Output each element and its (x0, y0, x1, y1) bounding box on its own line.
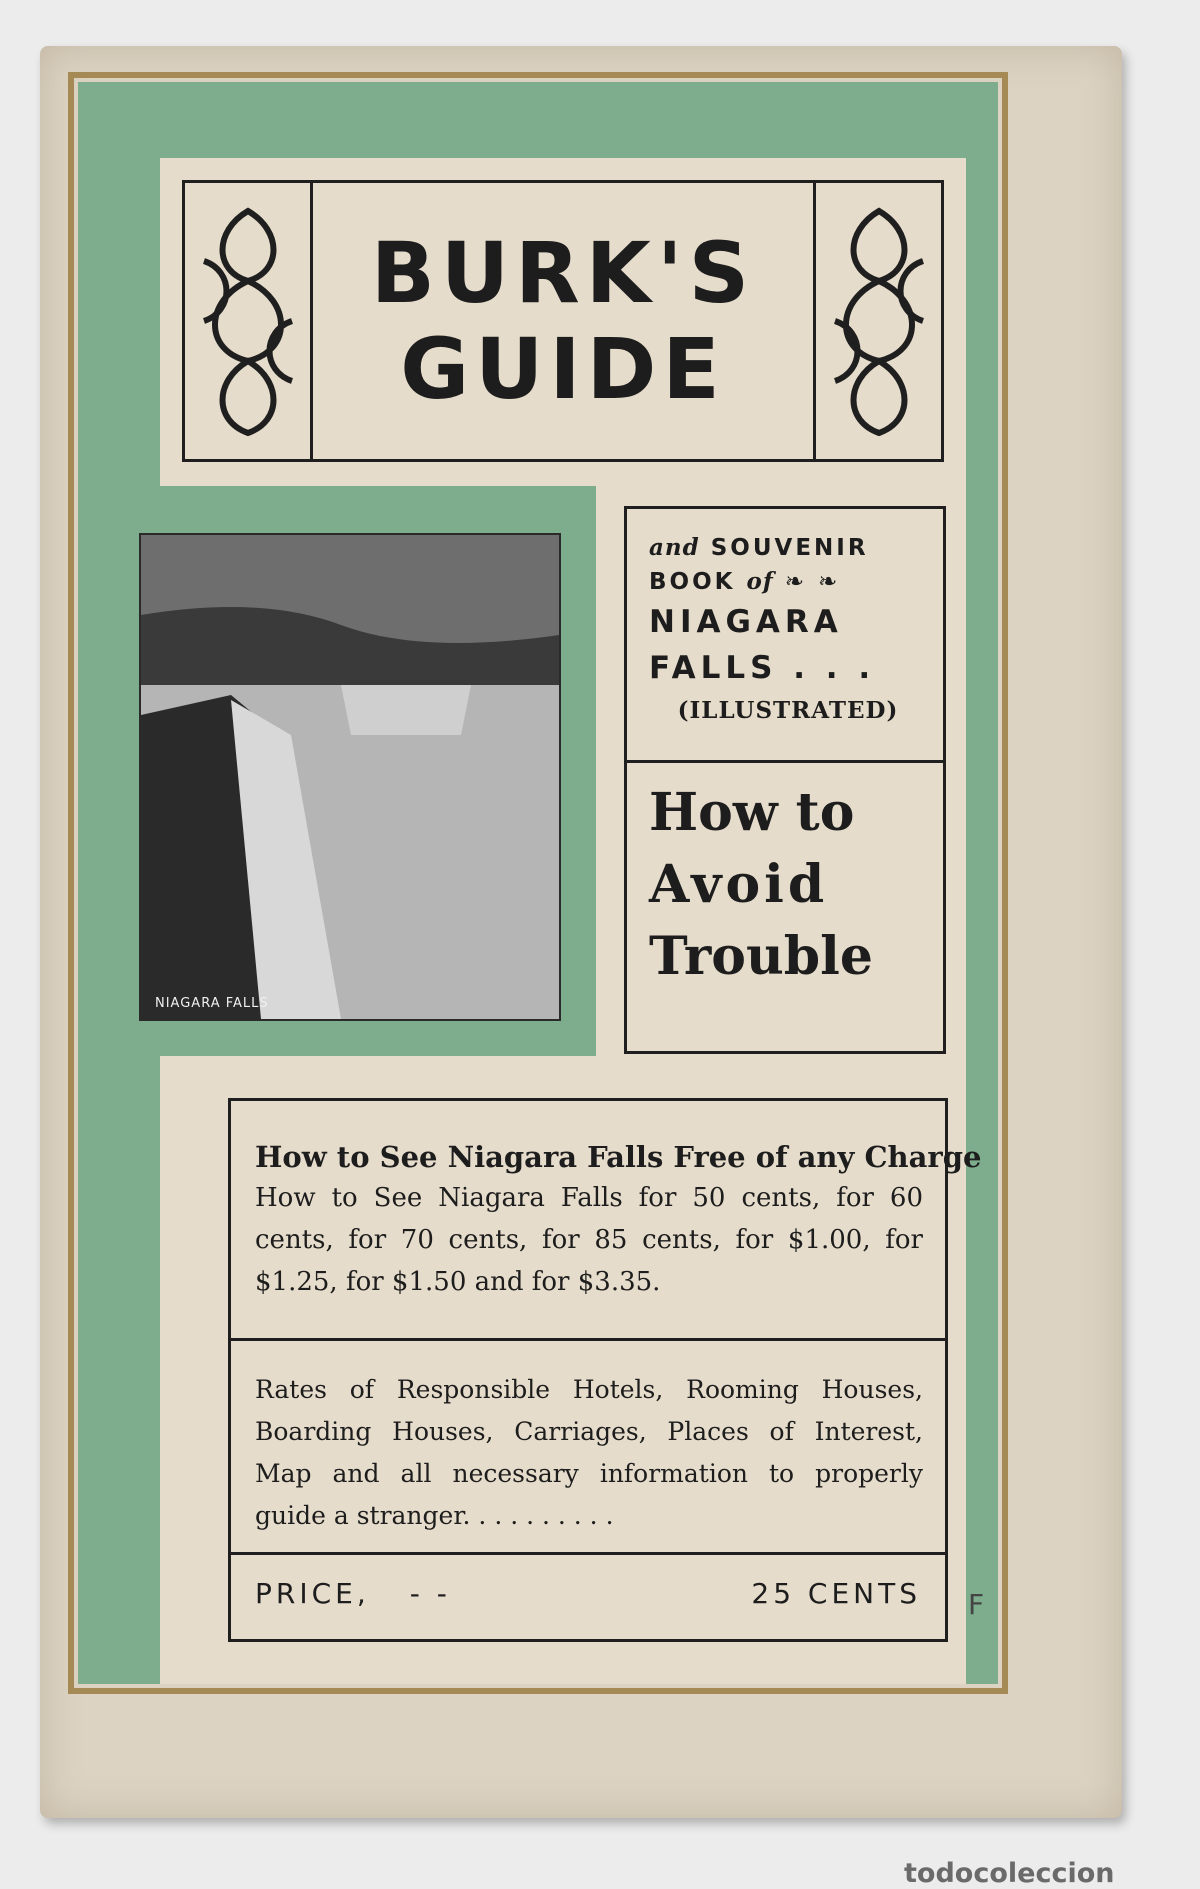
souvenir-and: and (649, 534, 700, 561)
avoid-line-3: Trouble (649, 926, 873, 987)
price-label: PRICE, (255, 1577, 370, 1610)
subtitle-stack (624, 506, 946, 1054)
info-box (228, 1098, 982, 1642)
niagara-falls-photo (139, 533, 561, 1021)
souvenir-box (627, 509, 943, 763)
ornament-left-icon (185, 183, 313, 459)
title-line-2: GUIDE (400, 320, 726, 418)
ornament-right-icon (813, 183, 941, 459)
see-body: How to See Niagara Falls for 50 cents, for 60 cents, for 70 cents, for 85 cents, for $1.00, for $1.25, for $1.50 and for $3.35. (255, 1183, 923, 1297)
souvenir-word: SOUVENIR (710, 535, 869, 561)
avoid-trouble-box (627, 763, 943, 993)
rates-section: Rates of Responsible Hotels, Rooming Houses, Boarding Houses, Carriages, Places of Interest, Map and all necessary information to properly guide a stranger. . . . . . . . . . (231, 1341, 945, 1555)
illustrated-label: (ILLUSTRATED) (677, 697, 899, 724)
title-box (182, 180, 944, 462)
photo-caption: NIAGARA FALLS (155, 996, 269, 1011)
title-line-1: BURK'S (370, 224, 756, 322)
of-word: of (746, 568, 774, 595)
see-heading: How to See Niagara Falls Free of any Charge (255, 1140, 982, 1174)
margin-mark: F (968, 1588, 985, 1621)
book-word: BOOK (649, 569, 736, 595)
see-free-section (231, 1101, 982, 1341)
falls-word: FALLS . . . (649, 650, 876, 686)
watermark: todocoleccion (904, 1858, 1115, 1889)
price-dashes: - - (409, 1577, 451, 1610)
leaf-ornament-icon: ❧ ❧ (784, 569, 841, 595)
price-row (231, 1555, 945, 1610)
price-value: 25 CENTS (751, 1577, 921, 1610)
avoid-line-1: How to (649, 782, 855, 843)
avoid-line-2: Avoid (649, 854, 829, 915)
niagara-word: NIAGARA (649, 604, 843, 640)
